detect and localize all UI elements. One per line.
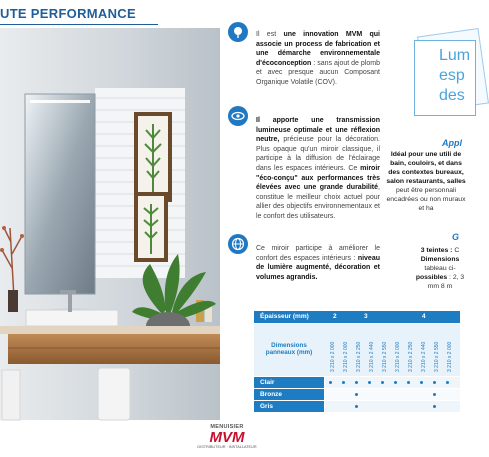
thickness-4: 4 [422, 313, 426, 320]
title-line-2: esp [439, 67, 465, 84]
row-bronze-label: Bronze [254, 389, 324, 400]
title-underline [0, 24, 158, 25]
thickness-2: 2 [333, 313, 337, 320]
row-bronze [325, 389, 460, 400]
row-gris [325, 401, 460, 412]
title-line-1: Lum [439, 47, 471, 64]
thickness-row: Épaisseur (mm) 2 3 4 [254, 311, 460, 323]
row-clair-label: Clair [254, 377, 324, 388]
applications-heading: Appl [442, 138, 462, 148]
thickness-3: 3 [364, 313, 368, 320]
eye-icon [228, 106, 248, 126]
bathroom-scene [0, 28, 220, 420]
specs-text: 3 teintes : C Dimensions tableau ci- possibles : 2, 3 mm 8 m [415, 247, 465, 290]
feature-light-text: Il apporte une transmission lumineuse optimale et une réflexion neutre, précieuse pour la décoration. Plus opaque qu'un miroir classique, il participe à la diffusion de l'éclairage dans les espaces intérieurs. Ce miroir "éco-conçu" aux performances très élevées avec une grande durabilité, constitue le meilleur choix actuel pour allier des objectifs environnementaux et le confort des utilisateurs. [256, 117, 380, 220]
row-gris-label: Gris [254, 401, 324, 412]
feature-comfort-text: Ce miroir participe à améliorer le confort des espaces intérieurs : niveau de lumière augmenté, décoration et volumes agrandis. [256, 245, 380, 281]
feature-eco-text: Il est une innovation MVM qui associe un process de fabrication et une démarche environnementale d'écoconception : sans ajout de plomb et avec presque aucun Composant Organique Volatile (COV). [256, 31, 380, 86]
title-panel [412, 28, 472, 120]
section-title: UTE PERFORMANCE [0, 6, 136, 21]
logo-wordmark: MVM [209, 429, 245, 446]
globe-icon [228, 234, 248, 254]
dimensions-row: Dimensions panneaux (mm) 3 210 x 2 000 3 210 x 2 000 3 210 x 2 250 3 210 x 2 440 3 210 x 2 550 3 210 x 2 000 3 210 x 2 250 3 210 x 2 440 3 210 x 2 550 3 210 x 2 000 [254, 324, 460, 376]
row-clair [325, 377, 460, 388]
title-line-3: des [439, 87, 465, 104]
mvm-logo: MENUISIER MVM DISTRIBUTEUR · INSTALLATEUR [192, 424, 262, 449]
leaf-drop-icon [228, 22, 248, 42]
applications-text: Idéal pour une utili de bain, couloirs, et dans des contextes bureaux, salon restaurants, salles peut être personnali encadrées ou non muraux et ha [386, 151, 466, 212]
bathroom-photo [0, 28, 220, 420]
specs-heading: G [452, 232, 460, 242]
